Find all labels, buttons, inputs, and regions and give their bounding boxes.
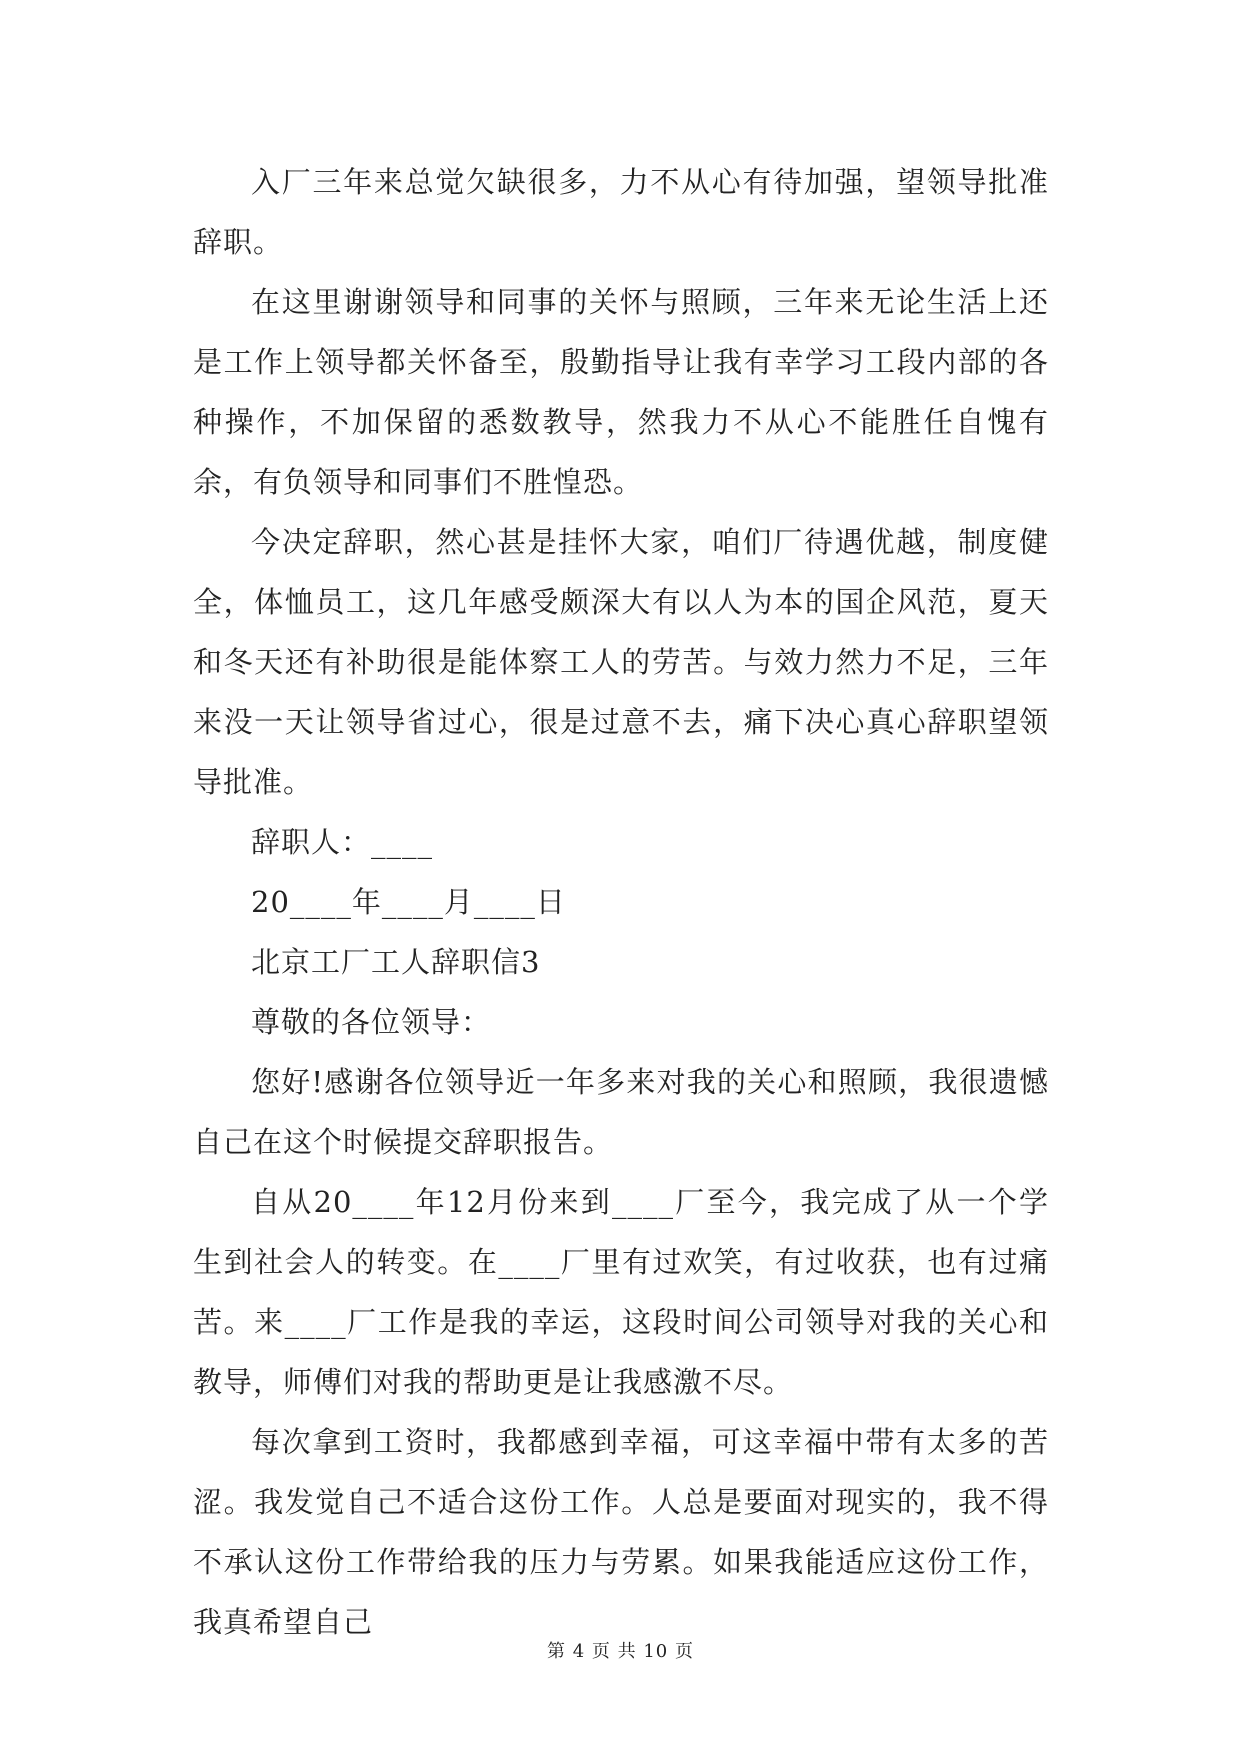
signer-line: 辞职人：____ xyxy=(251,825,434,859)
date-line: 20____年____月____日 xyxy=(251,885,566,919)
paragraph: 今决定辞职，然心甚是挂怀大家，咱们厂待遇优越，制度健全，体恤员工，这几年感受颇深大有以人为本的国企风范，夏天和冬天还有补助很是能体察工人的劳苦。与效力然力不足，三年来没一天让领导省过心，很是过意不去，痛下决心真心辞职望领导批准。 xyxy=(193,525,1049,799)
paragraph: 入厂三年来总觉欠缺很多，力不从心有待加强，望领导批准辞职。 xyxy=(193,165,1049,259)
salutation: 尊敬的各位领导： xyxy=(251,1005,492,1039)
document-body xyxy=(193,152,1049,1652)
paragraph: 自从20____年12月份来到____厂至今，我完成了从一个学生到社会人的转变。在____厂里有过欢笑，有过收获，也有过痛苦。来____厂工作是我的幸运，这段时间公司领导对我的关心和教导，师傅们对我的帮助更是让我感激不尽。 xyxy=(193,1185,1049,1399)
paragraph: 每次拿到工资时，我都感到幸福，可这幸福中带有太多的苦涩。我发觉自己不适合这份工作。人总是要面对现实的，我不得不承认这份工作带给我的压力与劳累。如果我能适应这份工作，我真希望自己 xyxy=(193,1425,1049,1639)
paragraph: 您好!感谢各位领导近一年多来对我的关心和照顾，我很遗憾自己在这个时候提交辞职报告。 xyxy=(193,1065,1049,1159)
paragraph: 在这里谢谢领导和同事的关怀与照顾，三年来无论生活上还是工作上领导都关怀备至，殷勤指导让我有幸学习工段内部的各种操作，不加保留的悉数教导，然我力不从心不能胜任自愧有余，有负领导和同事们不胜惶恐。 xyxy=(193,285,1049,499)
page-number: 第 4 页 共 10 页 xyxy=(547,1641,694,1662)
letter-title: 北京工厂工人辞职信3 xyxy=(251,945,541,979)
